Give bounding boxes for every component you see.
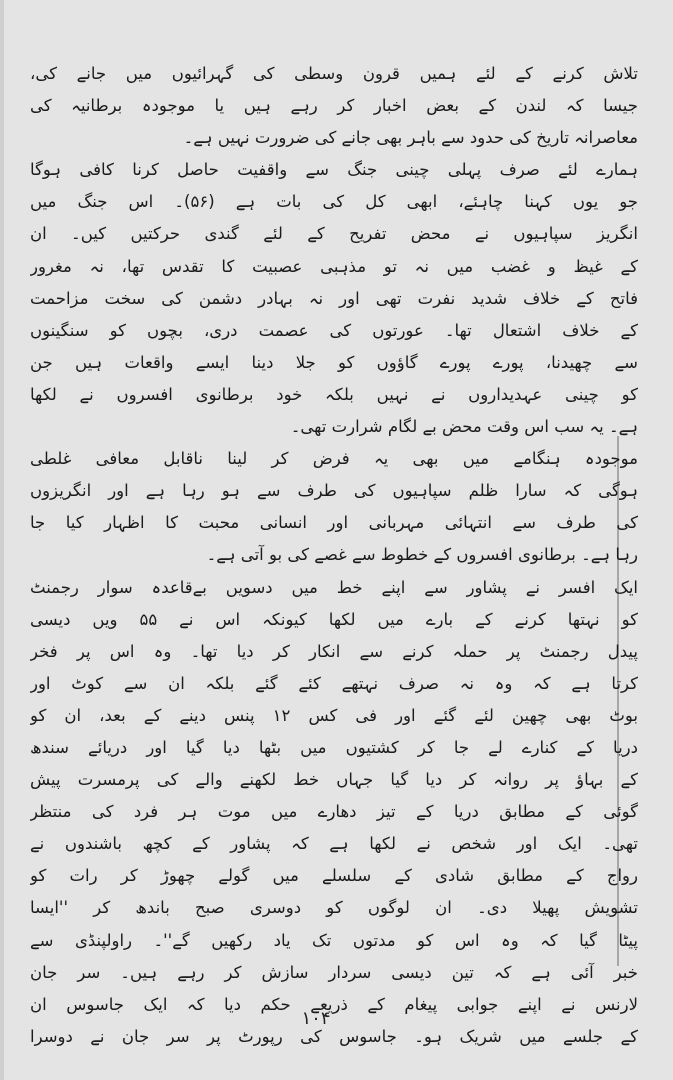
text-line: خبر آئی ہے کہ تین دیسی سردار سازش کر رہے ہیں۔ سر جان <box>30 962 638 982</box>
text-line: موجودہ ہنگامے میں بھی یہ فرض کر لینا ناقابل معافی غلطی <box>30 449 638 469</box>
page-text <box>30 58 638 1053</box>
text-line: ایک افسر نے پشاور سے اپنے خط میں دسویں بےقاعدہ سوار رجمنٹ <box>30 577 638 597</box>
page-edge <box>0 0 4 1080</box>
text-line: پیٹا گیا کہ وہ اس کو مدتوں تک یاد رکھیں گے''۔ راولپنڈی سے <box>30 930 638 950</box>
text-line: کرتا ہے کہ وہ نہ صرف نہتھے کئے گئے بلکہ ان سے کوٹ اور <box>30 673 638 693</box>
text-line: جو یوں کہنا چاہئے، ابھی کل کی بات ہے (۵۶)۔ اس جنگ میں <box>30 192 638 212</box>
text-line: لارنس نے اپنے جوابی پیغام کے ذریعے حکم دیا کہ ایک جاسوس ان <box>30 994 638 1014</box>
text-line: جیسا کہ لندن کے بعض اخبار کر رہے ہیں یا موجودہ برطانیہ کی <box>30 96 638 116</box>
text-line: کو نہتھا کرنے کے بارے میں لکھا کیونکہ اس نے ۵۵ ویں دیسی <box>30 609 638 629</box>
text-line: کے جلسے میں شریک ہو۔ جاسوس کی رپورٹ پر سر جان نے دوسرا <box>30 1026 638 1046</box>
text-line: کے خلاف اشتعال تھا۔ عورتوں کی عصمت دری، بچوں کو سنگینوں <box>30 320 638 340</box>
text-line: کی طرف سے انتہائی مہربانی اور انسانی محبت کا اظہار کیا جا <box>30 513 638 533</box>
text-line: فاتح کے خلاف شدید نفرت تھی اور نہ بہادر دشمن کی سخت مزاحمت <box>30 288 638 308</box>
text-line: تلاش کرنے کے لئے ہمیں قرون وسطی کی گہرائیوں میں جانے کی، <box>30 64 638 83</box>
text-line: بوٹ بھی چھین لئے گئے اور فی کس ۱۲ پنس دینے کے بعد، ان کو <box>30 705 638 725</box>
text-line: کو چینی عہدیداروں نے نہیں بلکہ خود برطانوی افسروں نے لکھا <box>30 384 638 404</box>
text-line: گوئی کے مطابق دریا کے تیز دھارے میں موت ہر فرد کی منتظر <box>30 802 638 822</box>
text-line: کے بہاؤ پر روانہ کر دیا گیا جہاں خط لکھنے والے کی پرمسرت پیش <box>30 770 638 790</box>
text-line: انگریز سپاہیوں نے محض تفریح کے لئے گندی حرکتیں کیں۔ ان <box>30 224 638 244</box>
text-line: ہے۔ یہ سب اس وقت محض بے لگام شرارت تھی۔ <box>290 417 638 437</box>
text-line: تشویش پھیلا دی۔ ان لوگوں کو دوسری صبح باندھ کر ''ایسا <box>30 898 638 918</box>
page-number: ۱۰۴ <box>301 1008 331 1029</box>
text-line: پیدل رجمنٹ پر حملہ کرنے سے انکار کر دیا تھا۔ وہ اس پر فخر <box>30 641 638 661</box>
text-line: تھی۔ ایک اور شخص نے لکھا ہے کہ پشاور کے کچھ باشندوں نے <box>30 834 638 854</box>
text-line: رواج کے مطابق شادی کے سلسلے میں گولے چھوڑ کر رات کو <box>30 866 638 886</box>
text-line: دریا کے کنارے لے جا کر کشتیوں میں بٹھا دیا گیا اور دریائے سندھ <box>30 737 638 757</box>
text-line: معاصرانہ تاریخ کی حدود سے باہر بھی جانے کی ضرورت نہیں ہے۔ <box>183 128 638 148</box>
text-line: ہمارے لئے صرف پہلی چینی جنگ سے واقفیت حاصل کرنا کافی ہوگا <box>30 160 638 180</box>
text-line: کے غیظ و غضب میں نہ تو مذہبی عصبیت کا تقدس تھا، نہ مغرور <box>30 256 638 276</box>
text-line: سے چھیدنا، پورے پورے گاؤوں کو جلا دینا ایسے واقعات ہیں جن <box>30 352 638 372</box>
text-line: رہا ہے۔ برطانوی افسروں کے خطوط سے غصے کی بو آتی ہے۔ <box>206 545 638 565</box>
text-line: ہوگی کہ سارا ظلم سپاہیوں کی طرف سے ہو رہا ہے اور انگریزوں <box>30 481 638 501</box>
